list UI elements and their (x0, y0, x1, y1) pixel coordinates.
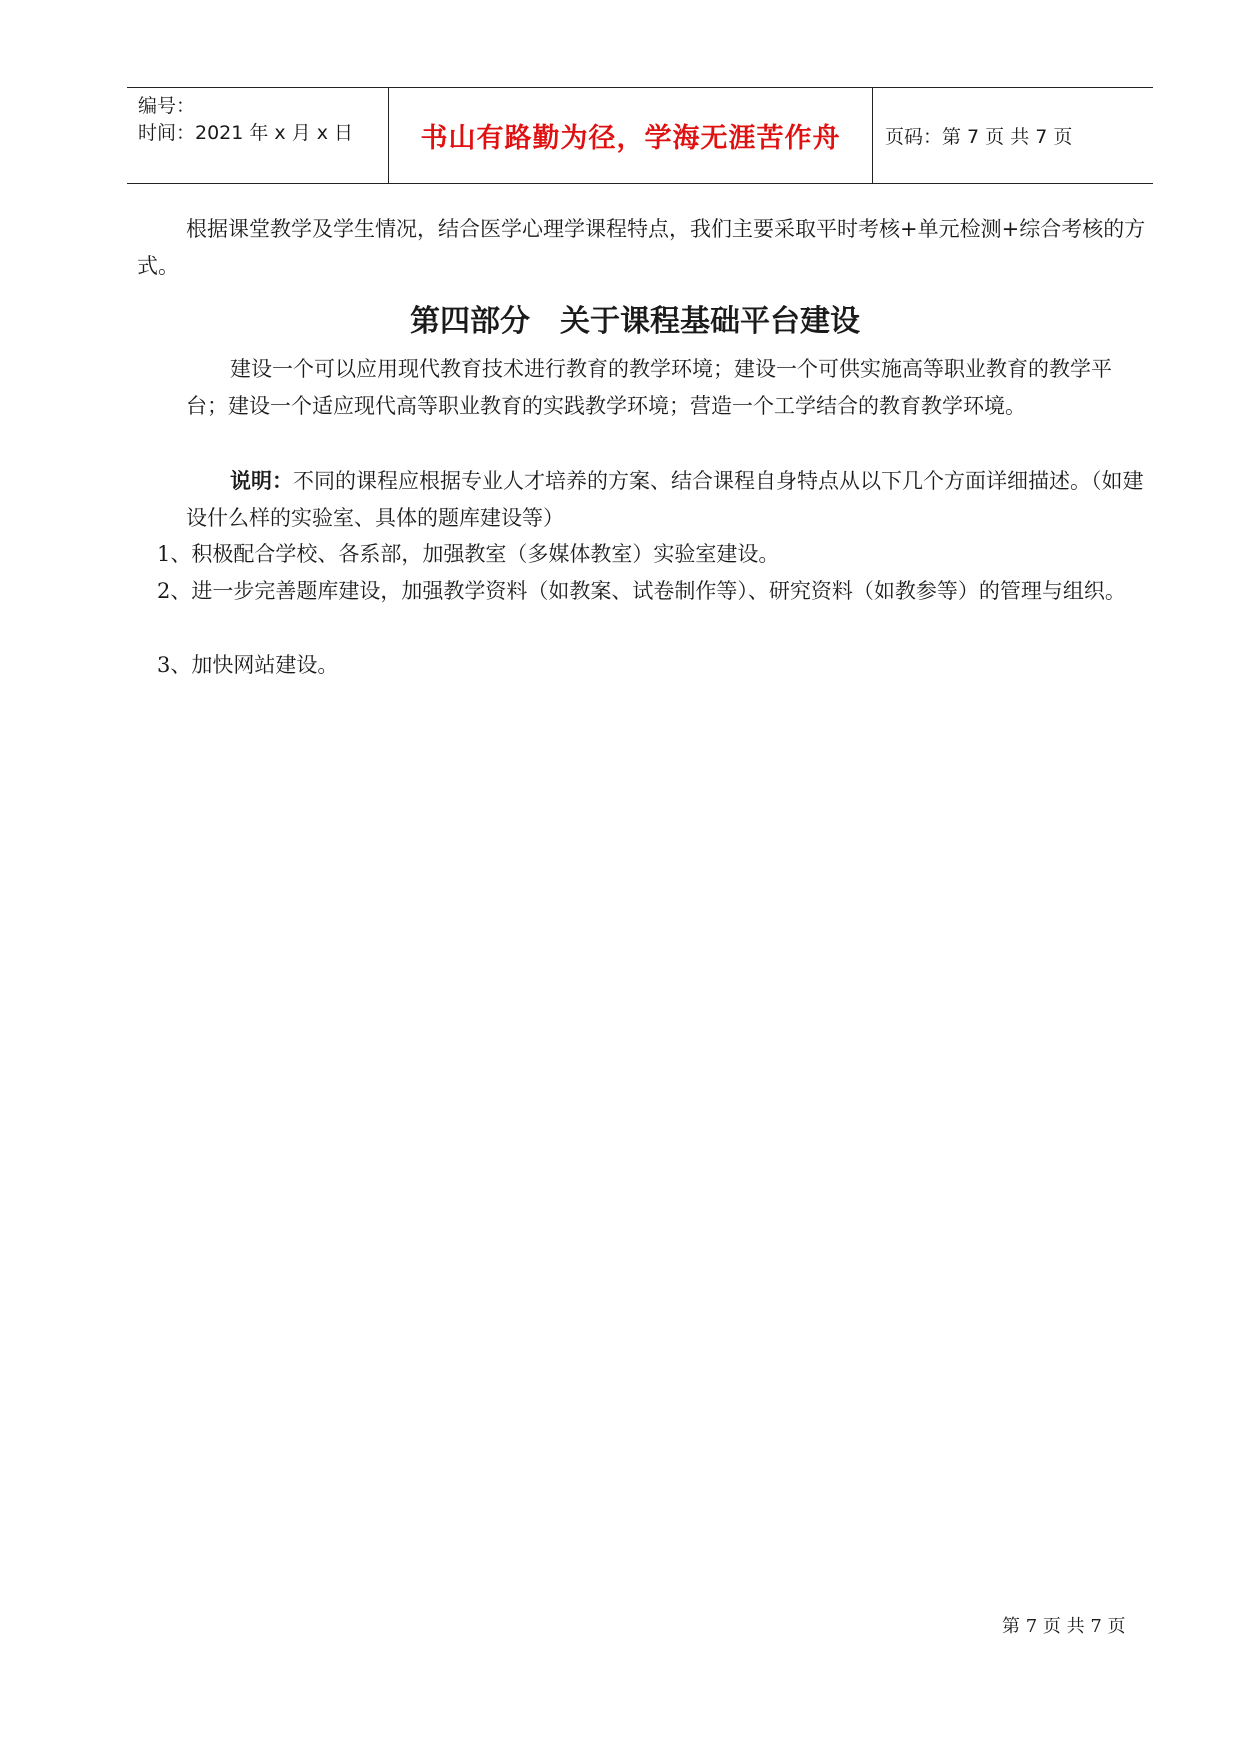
header-meta (127, 88, 388, 183)
header-page-number: 页码：第 7 页 共 7 页 (885, 126, 1073, 148)
document-date: 时间：2021 年 x 月 x 日 (138, 122, 354, 144)
page-footer: 第 7 页 共 7 页 (1002, 1616, 1126, 1637)
header-page-cell (873, 88, 1153, 183)
platform-paragraph: 建设一个可以应用现代教育技术进行教育的教学环境；建设一个可供实施高等职业教育的教学平台；建设一个适应现代高等职业教育的实践教学环境；营造一个工学结合的教育教学环境。 (186, 357, 1112, 418)
exam-paragraph: 根据课堂教学及学生情况，结合医学心理学课程特点，我们主要采取平时考核+单元检测+综合考核的方式。 (137, 217, 1146, 278)
note-label: 说明： (230, 468, 293, 493)
motto: 书山有路勤为径，学海无涯苦作舟 (420, 123, 841, 154)
list-item: 2、进一步完善题库建设，加强教学资料（如教案、试卷制作等）、研究资料（如教参等）的管理与组织。 (157, 579, 1126, 603)
note-text: 不同的课程应根据专业人才培养的方案、结合课程自身特点从以下几个方面详细描述。（如建设什么样的实验室、具体的题库建设等） (186, 469, 1144, 530)
list-item: 3、加快网站建设。 (157, 653, 339, 677)
document-header (127, 87, 1153, 184)
list-item: 1、积极配合学校、各系部，加强教室（多媒体教室）实验室建设。 (157, 542, 780, 566)
document-number: 编号： (138, 95, 196, 117)
header-motto-cell (388, 88, 873, 183)
section-title: 第四部分 关于课程基础平台建设 (410, 304, 860, 339)
note-paragraph (186, 462, 1152, 537)
